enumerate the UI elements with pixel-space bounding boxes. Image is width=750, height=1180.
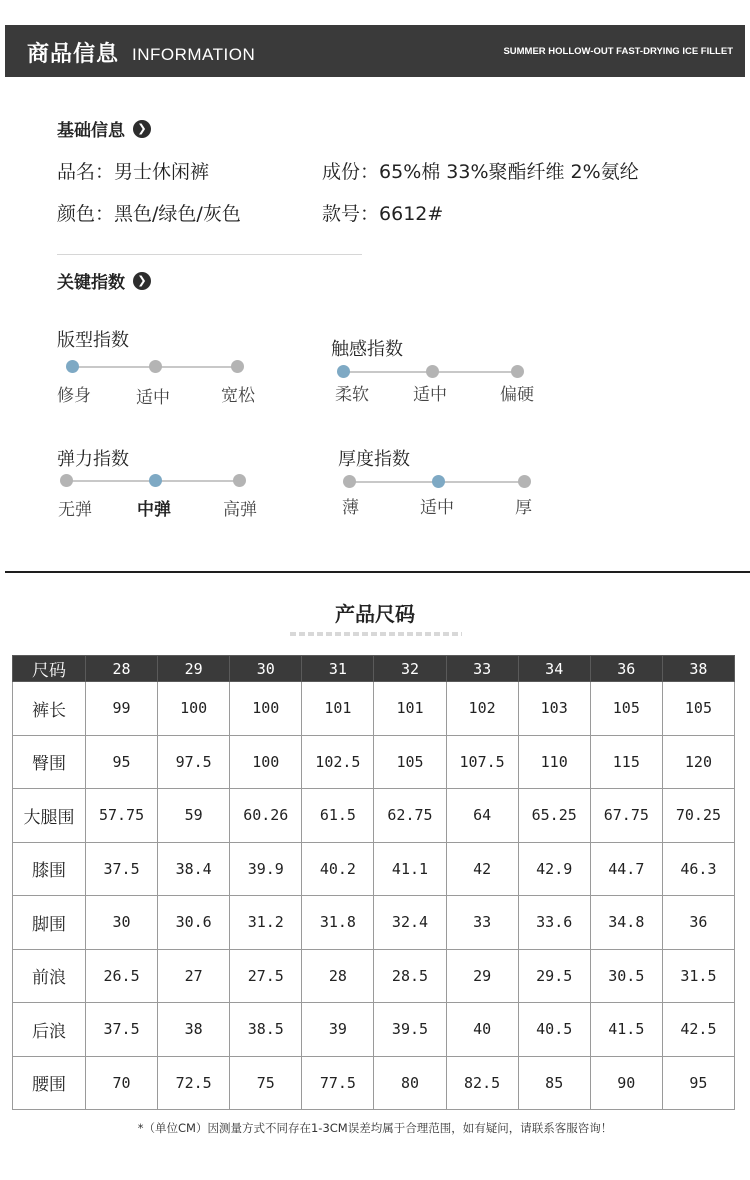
color-value: 黑色/绿色/灰色 [114, 203, 241, 225]
size-value-cell: 28 [302, 949, 374, 1003]
size-value-cell: 27.5 [230, 949, 302, 1003]
key-index-title: 关键指数 [57, 273, 125, 293]
size-row-label: 前浪 [13, 949, 86, 1003]
elastic-index-title: 弹力指数 [57, 449, 129, 470]
product-name-row [57, 157, 209, 184]
fit-index-dot-2 [231, 360, 244, 373]
size-value-cell: 100 [158, 682, 230, 736]
thickness-index-dot-2 [518, 475, 531, 488]
size-header-cell: 33 [446, 656, 518, 682]
elastic-index-option-0: 无弹 [58, 500, 92, 520]
size-value-cell: 77.5 [302, 1056, 374, 1110]
size-value-cell: 102.5 [302, 735, 374, 789]
size-value-cell: 65.25 [518, 789, 590, 843]
header-banner [5, 25, 745, 77]
touch-index-title: 触感指数 [331, 339, 403, 360]
size-value-cell: 75 [230, 1056, 302, 1110]
size-value-cell: 42.9 [518, 842, 590, 896]
table-row [13, 1003, 735, 1057]
thickness-index-option-0: 薄 [342, 498, 359, 518]
section-divider [57, 254, 362, 255]
elastic-index-option-2: 高弹 [223, 500, 257, 520]
size-row-label: 膝围 [13, 842, 86, 896]
size-header-cell: 38 [662, 656, 734, 682]
thickness-index-dot-1 [432, 475, 445, 488]
size-header-cell: 36 [590, 656, 662, 682]
size-value-cell: 70.25 [662, 789, 734, 843]
size-value-cell: 100 [230, 735, 302, 789]
size-header-cell: 尺码 [13, 656, 86, 682]
size-value-cell: 107.5 [446, 735, 518, 789]
size-value-cell: 64 [446, 789, 518, 843]
size-value-cell: 34.8 [590, 896, 662, 950]
size-value-cell: 59 [158, 789, 230, 843]
size-value-cell: 39 [302, 1003, 374, 1057]
size-value-cell: 38.5 [230, 1003, 302, 1057]
size-header-cell: 30 [230, 656, 302, 682]
style-number-row [322, 199, 443, 226]
size-value-cell: 39.5 [374, 1003, 446, 1057]
size-table [12, 655, 735, 1110]
size-value-cell: 32.4 [374, 896, 446, 950]
size-value-cell: 29.5 [518, 949, 590, 1003]
size-value-cell: 103 [518, 682, 590, 736]
elastic-index-dot-2 [233, 474, 246, 487]
size-value-cell: 70 [86, 1056, 158, 1110]
size-value-cell: 46.3 [662, 842, 734, 896]
table-row [13, 896, 735, 950]
thickness-index-dot-0 [343, 475, 356, 488]
size-value-cell: 57.75 [86, 789, 158, 843]
size-value-cell: 105 [662, 682, 734, 736]
size-value-cell: 100 [230, 682, 302, 736]
size-value-cell: 110 [518, 735, 590, 789]
product-name-label: 品名： [57, 161, 115, 183]
header-title-en: INFORMATION [132, 45, 256, 64]
size-value-cell: 67.75 [590, 789, 662, 843]
size-value-cell: 36 [662, 896, 734, 950]
chevron-right-icon: ❯ [133, 272, 151, 290]
size-row-label: 裤长 [13, 682, 86, 736]
fit-index-title: 版型指数 [57, 330, 129, 351]
elastic-index-option-1: 中弹 [137, 500, 171, 520]
size-value-cell: 38.4 [158, 842, 230, 896]
color-row [57, 199, 241, 226]
size-value-cell: 26.5 [86, 949, 158, 1003]
material-row [322, 157, 639, 184]
size-value-cell: 95 [86, 735, 158, 789]
chevron-right-icon: ❯ [133, 120, 151, 138]
size-value-cell: 85 [518, 1056, 590, 1110]
size-value-cell: 82.5 [446, 1056, 518, 1110]
size-value-cell: 44.7 [590, 842, 662, 896]
size-value-cell: 30.5 [590, 949, 662, 1003]
fit-index-dot-1 [149, 360, 162, 373]
thickness-index-option-2: 厚 [515, 498, 532, 518]
elastic-index-dot-1 [149, 474, 162, 487]
size-value-cell: 30 [86, 896, 158, 950]
fit-index-option-1: 适中 [136, 388, 170, 408]
size-value-cell: 105 [374, 735, 446, 789]
touch-index-option-1: 适中 [413, 385, 447, 405]
size-value-cell: 38 [158, 1003, 230, 1057]
key-index-heading [57, 268, 151, 293]
size-header-cell: 31 [302, 656, 374, 682]
fit-index-dot-0 [66, 360, 79, 373]
size-header-cell: 32 [374, 656, 446, 682]
size-value-cell: 27 [158, 949, 230, 1003]
table-row [13, 682, 735, 736]
size-value-cell: 115 [590, 735, 662, 789]
size-value-cell: 31.2 [230, 896, 302, 950]
size-header-cell: 34 [518, 656, 590, 682]
size-value-cell: 101 [302, 682, 374, 736]
size-row-label: 臀围 [13, 735, 86, 789]
size-header-cell: 29 [158, 656, 230, 682]
table-row [13, 735, 735, 789]
size-value-cell: 33 [446, 896, 518, 950]
size-value-cell: 99 [86, 682, 158, 736]
table-row [13, 949, 735, 1003]
size-value-cell: 28.5 [374, 949, 446, 1003]
style-number-value: 6612# [379, 203, 444, 225]
size-value-cell: 37.5 [86, 842, 158, 896]
size-value-cell: 105 [590, 682, 662, 736]
size-value-cell: 33.6 [518, 896, 590, 950]
size-value-cell: 62.75 [374, 789, 446, 843]
size-value-cell: 102 [446, 682, 518, 736]
table-row [13, 1056, 735, 1110]
size-value-cell: 42.5 [662, 1003, 734, 1057]
measurement-note: *（单位CM）因测量方式不同存在1-3CM误差均属于合理范围，如有疑问，请联系客服咨询！ [137, 1121, 613, 1135]
material-label: 成份： [322, 161, 380, 183]
touch-index-option-0: 柔软 [335, 385, 369, 405]
fit-index-option-0: 修身 [57, 386, 91, 406]
touch-index-dot-1 [426, 365, 439, 378]
size-value-cell: 120 [662, 735, 734, 789]
elastic-index-dot-0 [60, 474, 73, 487]
header-title-zh: 商品信息 [27, 42, 120, 67]
size-value-cell: 80 [374, 1056, 446, 1110]
color-label: 颜色： [57, 203, 115, 225]
size-row-label: 大腿围 [13, 789, 86, 843]
basic-info-title: 基础信息 [57, 121, 125, 141]
size-row-label: 后浪 [13, 1003, 86, 1057]
page-divider [5, 571, 750, 573]
product-name-value: 男士休闲裤 [114, 161, 210, 183]
decorative-subtitle-line [290, 632, 462, 636]
touch-index-dot-0 [337, 365, 350, 378]
size-row-label: 脚围 [13, 896, 86, 950]
table-row [13, 789, 735, 843]
size-value-cell: 40 [446, 1003, 518, 1057]
size-value-cell: 60.26 [230, 789, 302, 843]
size-value-cell: 101 [374, 682, 446, 736]
touch-index-option-2: 偏硬 [500, 385, 534, 405]
style-number-label: 款号： [322, 203, 380, 225]
size-value-cell: 29 [446, 949, 518, 1003]
size-table-header-row [13, 656, 735, 682]
fit-index-option-2: 宽松 [221, 386, 255, 406]
size-value-cell: 95 [662, 1056, 734, 1110]
size-value-cell: 97.5 [158, 735, 230, 789]
header-tagline: SUMMER HOLLOW-OUT FAST-DRYING ICE FILLET [503, 46, 733, 57]
material-value: 65%棉 33%聚酯纤维 2%氨纶 [379, 161, 639, 183]
thickness-index-option-1: 适中 [420, 498, 454, 518]
table-row [13, 842, 735, 896]
size-value-cell: 72.5 [158, 1056, 230, 1110]
size-value-cell: 39.9 [230, 842, 302, 896]
size-value-cell: 41.5 [590, 1003, 662, 1057]
size-value-cell: 40.5 [518, 1003, 590, 1057]
size-value-cell: 31.8 [302, 896, 374, 950]
size-value-cell: 37.5 [86, 1003, 158, 1057]
size-value-cell: 90 [590, 1056, 662, 1110]
size-value-cell: 30.6 [158, 896, 230, 950]
size-value-cell: 31.5 [662, 949, 734, 1003]
thickness-index-title: 厚度指数 [338, 449, 410, 470]
size-value-cell: 42 [446, 842, 518, 896]
size-header-cell: 28 [86, 656, 158, 682]
size-section-title: 产品尺码 [335, 602, 415, 626]
touch-index-dot-2 [511, 365, 524, 378]
basic-info-heading [57, 116, 151, 141]
size-value-cell: 61.5 [302, 789, 374, 843]
size-row-label: 腰围 [13, 1056, 86, 1110]
size-value-cell: 40.2 [302, 842, 374, 896]
size-value-cell: 41.1 [374, 842, 446, 896]
